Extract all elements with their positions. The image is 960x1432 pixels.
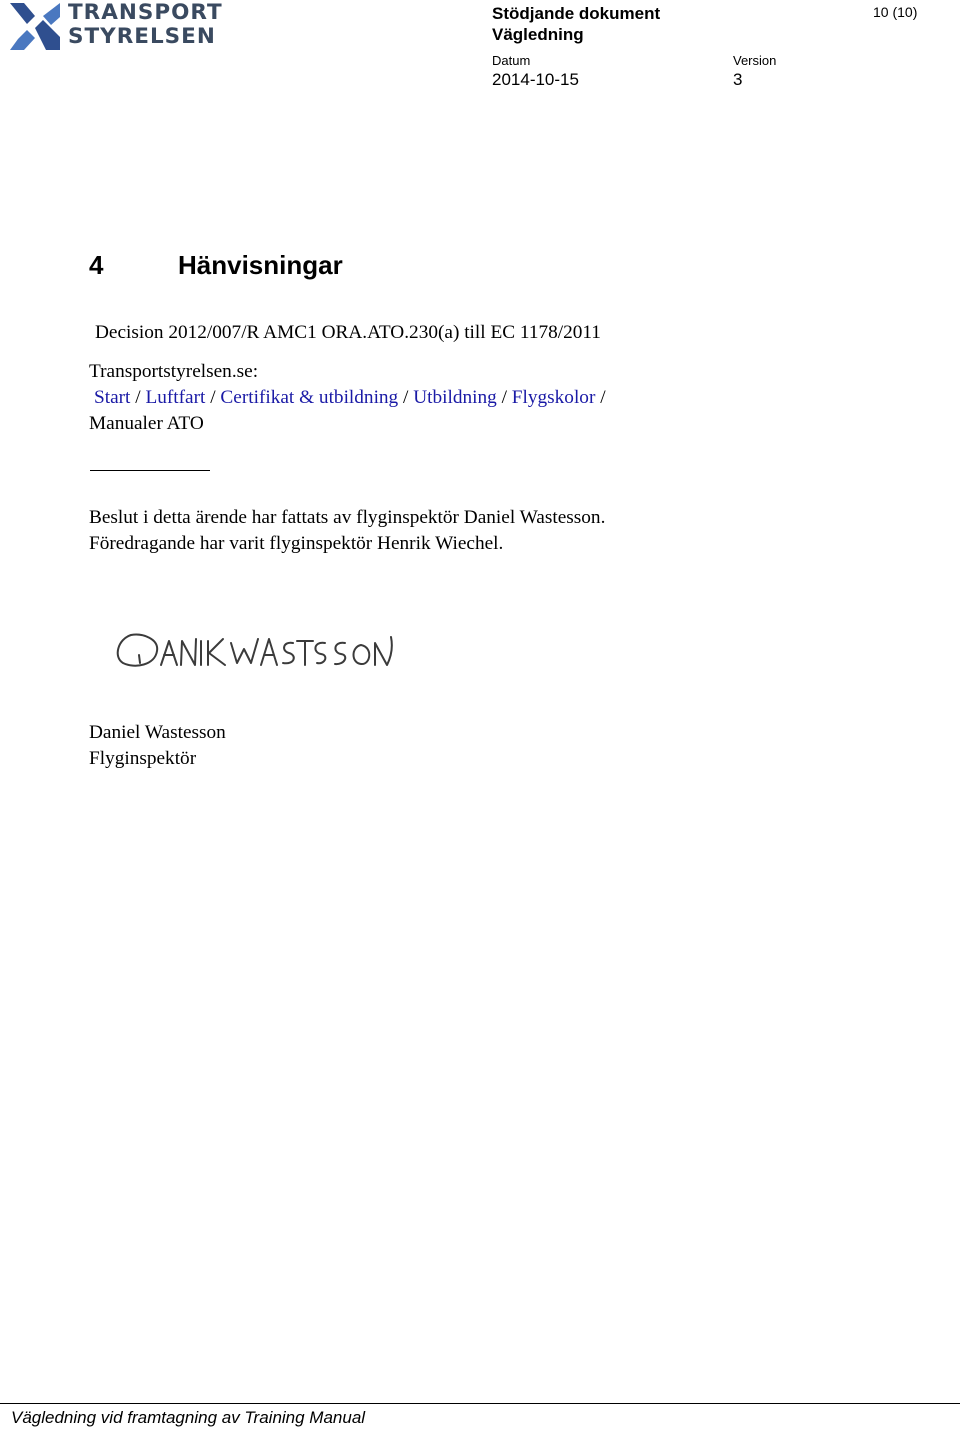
breadcrumb-link-certifikat[interactable]: Certifikat & utbildning	[220, 387, 399, 408]
logo-x-icon	[10, 3, 60, 51]
document-subtype: Vägledning	[492, 25, 584, 44]
reference-decision: Decision 2012/007/R AMC1 ORA.ATO.230(a) till EC 1178/2011	[95, 322, 601, 343]
signatory-title: Flyginspektör	[89, 748, 197, 769]
signatory-name: Daniel Wastesson	[89, 722, 226, 743]
footnote-divider	[90, 470, 210, 471]
decision-statement: Beslut i detta ärende har fattats av flyginspektör Daniel Wastesson.	[89, 507, 606, 528]
breadcrumb-link-start[interactable]: Start	[94, 387, 131, 408]
transportstyrelsen-logo	[10, 0, 225, 53]
breadcrumb-link-flygskolor[interactable]: Flygskolor	[511, 387, 596, 408]
section-heading	[89, 250, 343, 281]
breadcrumb-separator: /	[210, 387, 216, 408]
logo-line-2: STYRELSEN	[68, 23, 216, 49]
handwritten-signature	[113, 627, 398, 675]
document-type: Stödjande dokument	[492, 4, 661, 23]
footer-divider	[0, 1403, 960, 1404]
breadcrumb	[94, 385, 606, 411]
breadcrumb-link-luftfart[interactable]: Luftfart	[145, 387, 206, 408]
breadcrumb-separator: /	[501, 387, 507, 408]
breadcrumb-separator: /	[403, 387, 409, 408]
breadcrumb-separator: /	[135, 387, 141, 408]
section-number: 4	[89, 250, 104, 280]
page-number: 10 (10)	[873, 4, 918, 20]
rapporteur-statement: Föredragande har varit flyginspektör Henrik Wiechel.	[89, 533, 504, 554]
date-value: 2014-10-15	[492, 70, 579, 89]
section-title: Hänvisningar	[178, 250, 343, 280]
breadcrumb-separator: /	[600, 387, 606, 408]
breadcrumb-last: Manualer ATO	[89, 413, 204, 434]
reference-site: Transportstyrelsen.se:	[89, 361, 259, 382]
footer-text: Vägledning vid framtagning av Training Manual	[11, 1408, 366, 1427]
date-label: Datum	[492, 53, 531, 68]
version-value: 3	[733, 70, 743, 89]
version-label: Version	[733, 53, 777, 68]
breadcrumb-link-utbildning[interactable]: Utbildning	[413, 387, 497, 408]
logo-wordmark	[68, 1, 223, 48]
logo-line-1: TRANSPORT	[68, 0, 223, 25]
